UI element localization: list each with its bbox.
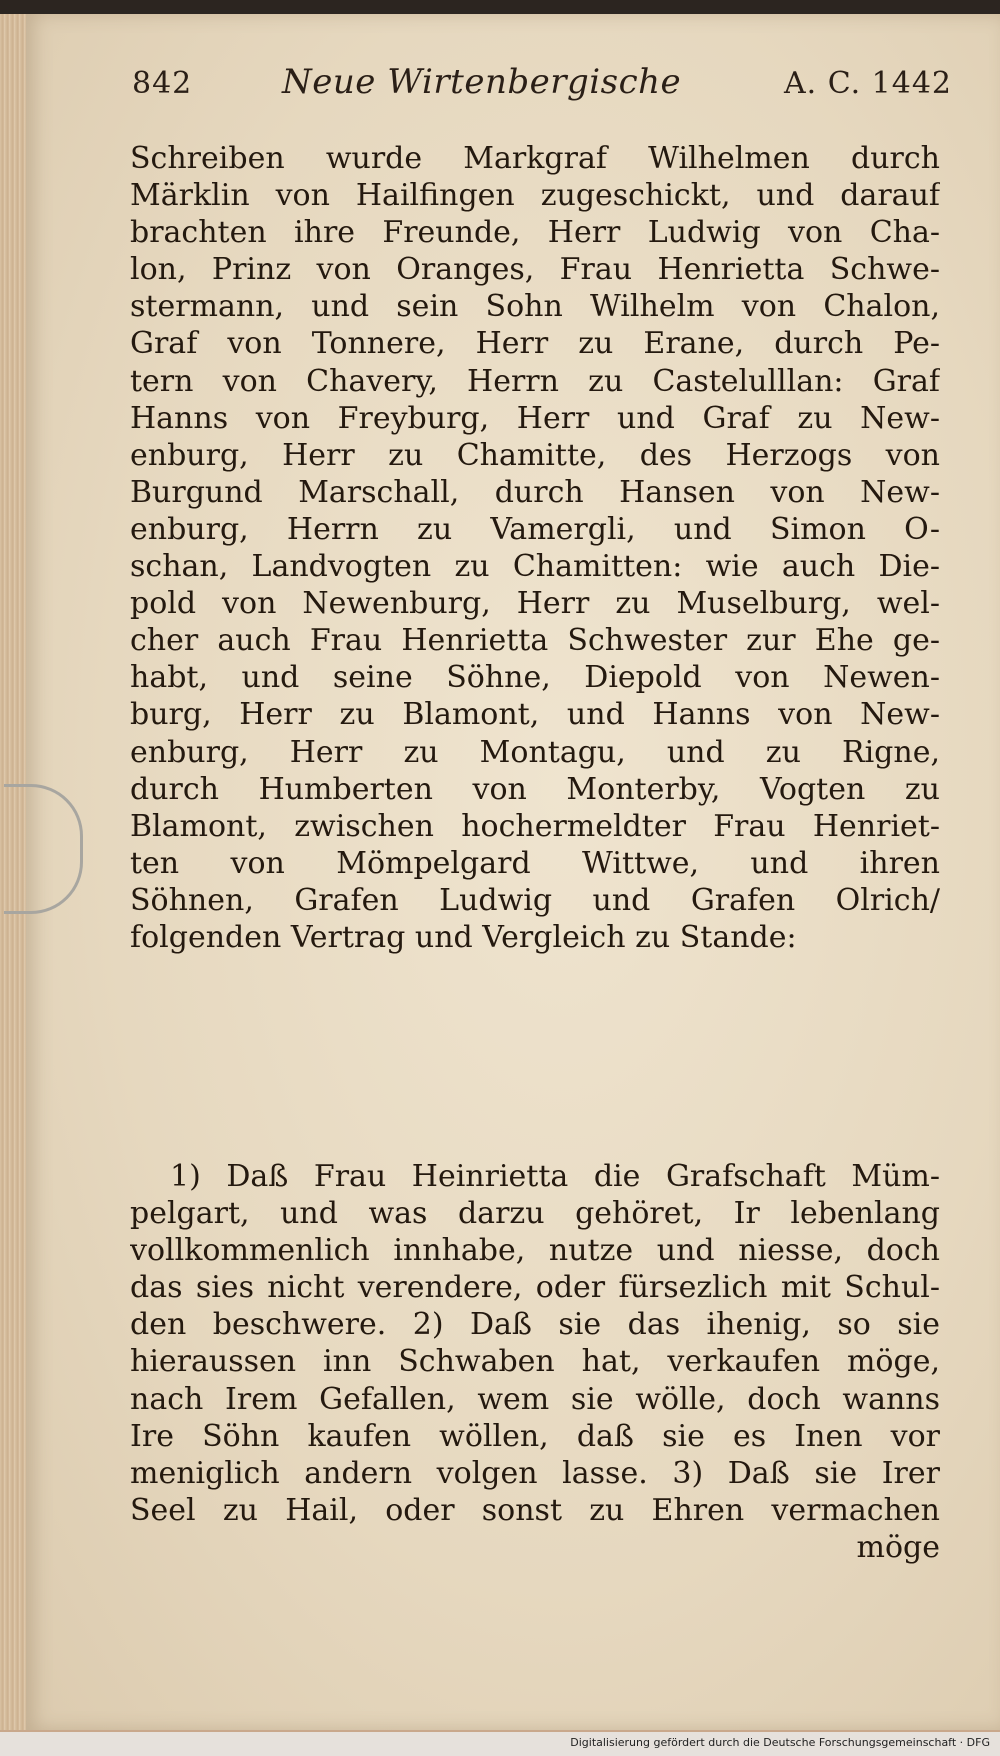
text-line: Schreiben wurde Markgraf Wilhelmen durch <box>130 141 940 176</box>
text-line: cher auch Frau Henrietta Schwester zur Ehe ge- <box>130 623 940 659</box>
text-line: enburg, Herr zu Montagu, und zu Rigne, <box>130 734 940 770</box>
text-line: nach Irem Gefallen, wem sie wölle, doch wanns <box>130 1381 940 1417</box>
text-line: den beschwere. 2) Daß sie das ihenig, so sie <box>130 1307 940 1343</box>
digitization-credit: Digitalisierung gefördert durch die Deutsche Forschungsgemeinschaft · DFG <box>570 1736 990 1749</box>
text-line: Seel zu Hail, oder sonst zu Ehren vermachen <box>130 1492 940 1528</box>
page-number: 842 <box>132 66 193 101</box>
text-line: brachten ihre Freunde, Herr Ludwig von Cha- <box>130 215 940 251</box>
text-line: burg, Herr zu Blamont, und Hanns von New- <box>130 697 940 733</box>
text-line: stermann, und sein Sohn Wilhelm von Chalon, <box>130 289 940 325</box>
text-line: Blamont, zwischen hochermeldter Frau Henriet- <box>130 808 940 844</box>
text-line: Ire Söhn kaufen wöllen, daß sie es Inen vor <box>130 1418 940 1454</box>
text-line: lon, Prinz von Oranges, Frau Henrietta Schwe- <box>130 252 940 288</box>
text-line: tern von Chavery, Herrn zu Castelulllan: Graf <box>130 363 940 399</box>
text-line: habt, und seine Söhne, Diepold von Newen- <box>130 660 940 696</box>
text-line: vollkommenlich innhabe, nutze und niesse, doch <box>130 1233 940 1269</box>
text-line: enburg, Herrn zu Vamergli, und Simon O- <box>130 511 940 547</box>
text-line: Hanns von Freyburg, Herr und Graf zu New- <box>130 400 940 436</box>
footer-bar <box>0 1730 1000 1756</box>
text-line: hieraussen inn Schwaben hat, verkaufen möge, <box>130 1344 940 1380</box>
catchword: möge <box>856 1529 940 1565</box>
year-marker: A. C. 1442 <box>783 66 952 101</box>
text-line: Burgund Marschall, durch Hansen von New- <box>130 474 940 510</box>
text-line: pelgart, und was darzu gehöret, Ir lebenlang <box>130 1196 940 1232</box>
text-line: 1) Daß Frau Heinrietta die Grafschaft Müm- <box>170 1159 940 1194</box>
main-paragraph <box>130 140 940 956</box>
page-clip-icon <box>4 784 83 914</box>
text-line: pold von Newenburg, Herr zu Muselburg, wel- <box>130 586 940 622</box>
text-line: folgenden Vertrag und Vergleich zu Stande: <box>130 919 797 955</box>
page-header <box>132 62 952 112</box>
treaty-paragraph <box>130 1158 940 1566</box>
text-line: das sies nicht verendere, oder fürsezlich mit Schul- <box>130 1270 940 1306</box>
text-line: Märklin von Hailfingen zugeschickt, und darauf <box>130 178 940 214</box>
running-title: Neue Wirtenbergische <box>282 62 682 102</box>
text-line: ten von Mömpelgard Wittwe, und ihren <box>130 845 940 881</box>
text-line: schan, Landvogten zu Chamitten: wie auch Die- <box>130 549 940 585</box>
text-line: durch Humberten von Monterby, Vogten zu <box>130 771 940 807</box>
text-line: Söhnen, Grafen Ludwig und Grafen Olrich/ <box>130 882 940 918</box>
text-line: meniglich andern volgen lasse. 3) Daß sie Irer <box>130 1455 940 1491</box>
text-line: enburg, Herr zu Chamitte, des Herzogs von <box>130 437 940 473</box>
text-line: Graf von Tonnere, Herr zu Erane, durch Pe- <box>130 326 940 362</box>
